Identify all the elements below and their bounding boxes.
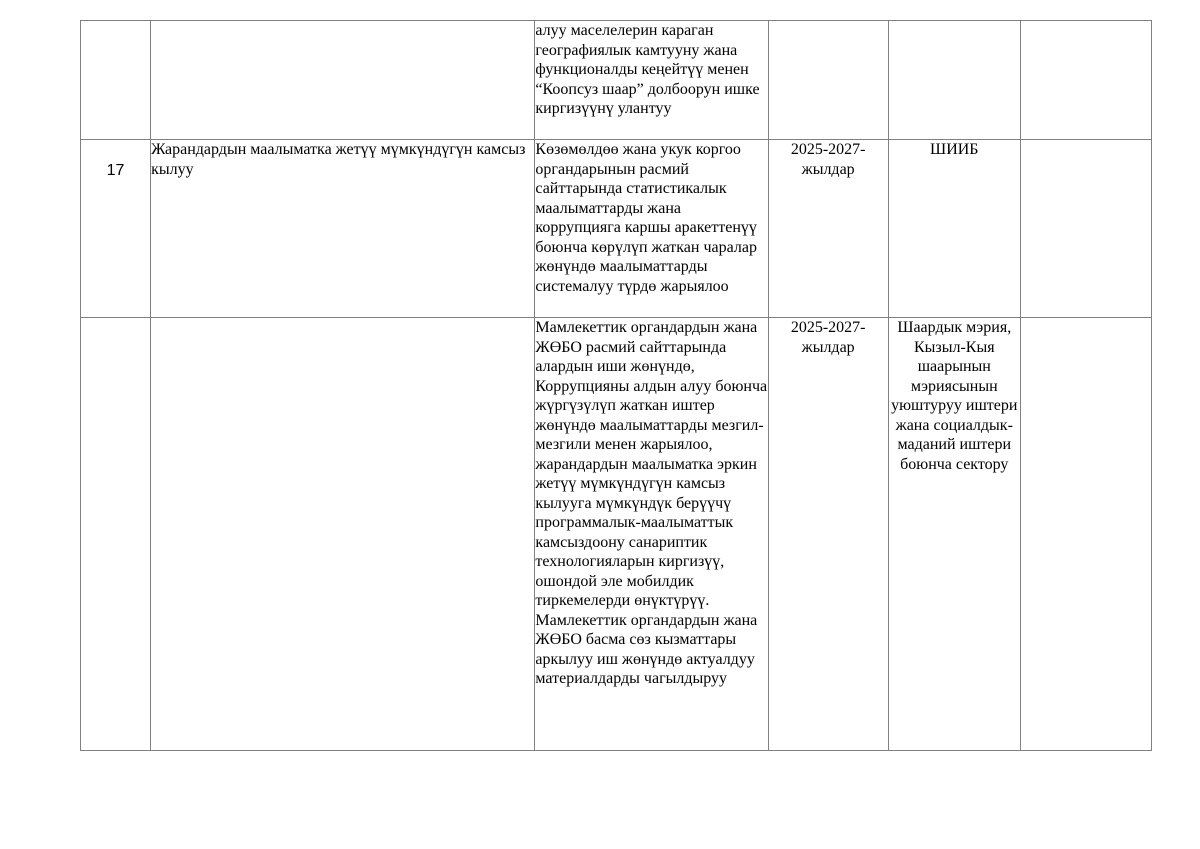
responsible-cell: ШИИБ [888,140,1020,318]
note-cell [1020,21,1151,140]
term-cell [768,21,888,140]
responsible-cell: Шаардык мэрия, Кызыл-Кыя шаарынын мэриясынын уюштуруу иштери жана социалдык-маданий иштери боюнча сектору [888,318,1020,751]
task-cell: Жарандардын маалыматка жетүү мүмкүндүгүн камсыз кылуу [151,140,535,318]
action-plan-table [80,20,1152,751]
row-number [81,21,151,140]
note-cell [1020,140,1151,318]
row-number: 17 [81,140,151,318]
task-cell [151,318,535,751]
action-text: Мамлекеттик органдардын жана ЖӨБО расмий сайттарында алардын иши жөнүндө, Коррупцияны алдын алуу боюнча жүргүзүлүп жаткан иштер жөнүндө маалыматтарды мезгил-мезгили менен жарыялоо, жарандардын маалыматка эркин жетүү мүмкүндүгүн камсыз кылууга мүмкүндүк берүүчү программалык-маалыматтык камсыздоону санариптик технологияларын киргизүү, ошондой эле мобилдик тиркемелерди өнүктүрүү. [535,319,768,609]
table-row [81,318,1152,751]
action-text: алуу маселелерин караган географиялык камтууну жана функционалды кеңейтүү менен “Коопсуз шаар” долбоорун ишке киргизүүнү улантуу [535,22,760,117]
responsible-cell [888,21,1020,140]
action-cell [535,140,768,318]
task-cell [151,21,535,140]
term-cell: 2025-2027-жылдар [768,318,888,751]
row-number [81,318,151,751]
action-cell [535,21,768,140]
action-text: Көзөмөлдөө жана укук коргоо органдарынын расмий сайттарында статистикалык маалыматтарды жана коррупцияга каршы аракеттенүү боюнча көрүлүп жаткан чаралар жөнүндө маалыматтарды системалуу түрдө жарыялоо [535,141,757,295]
action-text: Мамлекеттик органдардын жана ЖӨБО басма сөз кызматтары аркылуу иш жөнүндө актуалдуу материалдарды чагылдыруу [535,611,758,687]
action-cell [535,318,768,751]
note-cell [1020,318,1151,751]
table-row [81,140,1152,318]
table-row [81,21,1152,140]
term-cell: 2025-2027-жылдар [768,140,888,318]
